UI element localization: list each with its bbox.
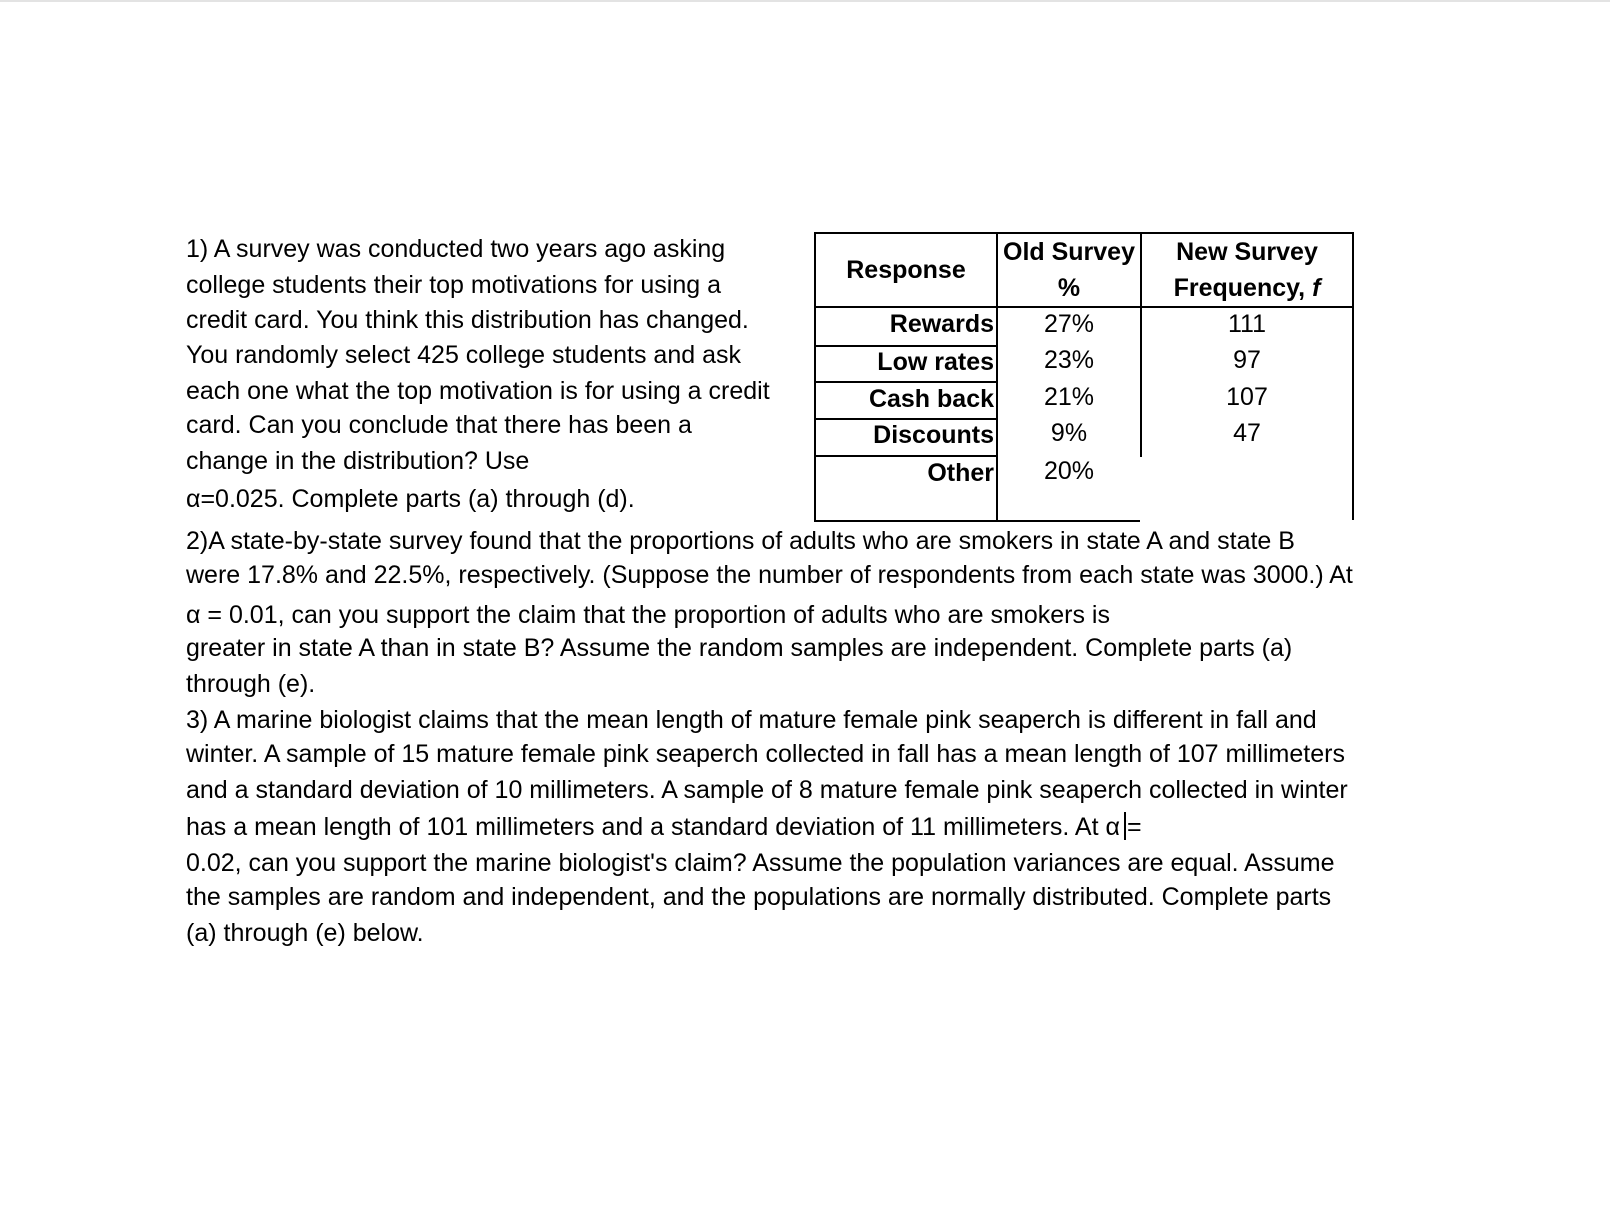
row-old-percent: 27% [1043,310,1095,338]
problem-3-equals: = [1126,813,1142,841]
row-old-percent: 21% [1043,383,1095,411]
problem-3-line: the samples are random and independent, and the populations are normally distributed. Complete parts [186,883,1332,911]
row-old-percent: 20% [1043,457,1095,485]
problem-2-line: α = 0.01, can you support the claim that the proportion of adults who are smokers is [186,601,1110,629]
problem-3-line: winter. A sample of 15 mature female pink seaperch collected in fall has a mean length of 107 millimeters [186,740,1345,768]
top-border [0,0,1610,2]
table-border [1352,232,1354,520]
problem-2-line: were 17.8% and 22.5%, respectively. (Suppose the number of respondents from each state was 3000.) At [186,561,1353,589]
problem-3-line: and a standard deviation of 10 millimeters. A sample of 8 mature female pink seaperch collected in winter [186,776,1348,804]
problem-1-line: card. Can you conclude that there has been a [186,411,692,439]
problem-1-line: college students their top motivations for using a [186,271,722,299]
problem-1-line: You randomly select 425 college students and ask [186,341,741,369]
header-new-survey: New Survey [1176,238,1318,266]
problem-2-line: greater in state A than in state B? Assume the random samples are independent. Complete parts (a) [186,634,1293,662]
header-frequency-symbol: f [1312,274,1321,302]
row-response: Other [927,459,994,487]
problem-1-line: α=0.025. Complete parts (a) through (d). [186,485,635,513]
table-border [814,455,998,457]
table-border [814,232,1354,234]
problem-1-line: each one what the top motivation is for using a credit [186,377,770,405]
header-frequency [1142,273,1352,303]
row-new-frequency: 47 [1233,419,1261,447]
row-response: Discounts [873,421,994,449]
problem-3-line: 0.02, can you support the marine biologist's claim? Assume the population variances are equal. Assume [186,849,1335,877]
problem-1-line: 1) A survey was conducted two years ago asking [186,235,726,263]
text-cursor [1124,812,1126,840]
problem-3-line [186,812,1142,842]
header-response: Response [846,256,966,284]
header-old-survey: Old Survey [1003,238,1135,266]
row-old-percent: 9% [1050,419,1088,447]
header-frequency-label: Frequency, [1173,274,1313,302]
problem-2-line: through (e). [186,670,316,698]
header-old-survey-unit: % [1057,274,1081,302]
row-new-frequency: 97 [1233,346,1261,374]
row-new-frequency: 111 [1227,310,1266,338]
row-response: Cash back [868,385,994,413]
table-border [814,520,1140,522]
problem-3-line-text: has a mean length of 101 millimeters and a standard deviation of 11 millimeters. At α [186,813,1120,841]
problem-3-line: (a) through (e) below. [186,919,424,947]
table-border [814,381,998,383]
problem-2-line: 2)A state-by-state survey found that the proportions of adults who are smokers in state A and state B [186,527,1295,555]
table-border [814,306,1354,308]
problem-3-line: 3) A marine biologist claims that the mean length of mature female pink seaperch is different in fall and [186,706,1317,734]
problem-1-line: credit card. You think this distribution has changed. [186,306,749,334]
row-response: Low rates [877,348,994,376]
problem-1-line: change in the distribution? Use [186,447,530,475]
row-old-percent: 23% [1043,346,1095,374]
row-new-frequency: 107 [1226,383,1268,411]
row-response: Rewards [889,310,994,338]
